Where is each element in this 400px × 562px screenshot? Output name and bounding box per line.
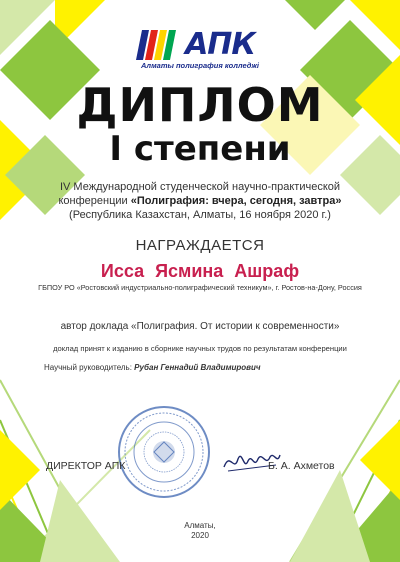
logo-wordmark: АПК (185, 27, 255, 62)
logo-stripes-icon (136, 30, 176, 60)
director-title: ДИРЕКТОР АПК (46, 460, 126, 472)
issue-place: Алматы, (184, 521, 216, 530)
college-logo (136, 27, 264, 72)
conference-line-3: (Республика Казахстан, Алматы, 16 ноября 2020 г.) (69, 209, 331, 221)
diploma-degree: I степени (109, 129, 291, 169)
supervisor-line (44, 362, 374, 373)
report-title: автор доклада «Полиграфия. От истории к современности» (60, 321, 340, 332)
recipient-name: Исса Ясмина Ашраф (100, 261, 300, 281)
conference-line-2-prefix: конференции (58, 195, 131, 207)
recipient-organization: ГБПОУ РО «Ростовский индустриально-полиграфический техникум», г. Ростов-на-Дону, Россия (38, 283, 362, 292)
logo-caption: Алматы полиграфия колледжі (141, 61, 259, 70)
supervisor-label: Научный руководитель: (44, 363, 135, 372)
acceptance-note: доклад принят к изданию в сборнике научных трудов по результатам конференции (53, 344, 347, 353)
conference-info (40, 180, 360, 222)
director-name: Б. А. Ахметов (268, 460, 335, 472)
conference-line-1: IV Международной студенческой научно-практической (59, 181, 341, 193)
conference-line-2 (40, 194, 360, 208)
supervisor-name: Рубан Геннадий Владимирович (134, 363, 261, 372)
issue-year: 2020 (191, 531, 209, 540)
diploma-title: ДИПЛОМ (76, 78, 324, 132)
awarded-label: НАГРАЖДАЕТСЯ (135, 237, 265, 254)
conference-name: «Полиграфия: вчера, сегодня, завтра» (130, 195, 342, 207)
official-seal-icon (116, 404, 212, 500)
